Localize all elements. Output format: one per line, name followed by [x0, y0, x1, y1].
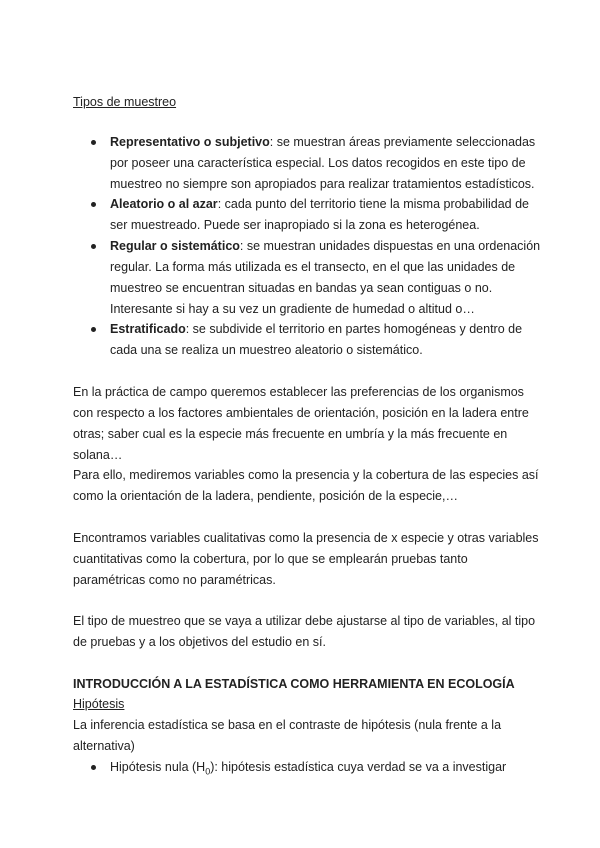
paragraph-line: con respecto a los factores ambientales de orientación, posición en la ladera entre — [73, 406, 529, 420]
list-item-text: ser muestreado. Puede ser inapropiado si la zona es heterogénea. — [110, 218, 480, 232]
term-regular: Regular o sistemático — [110, 239, 240, 253]
null-hypothesis-subscript: 0 — [205, 766, 211, 777]
list-item-text: : se muestran unidades dispuestas en una ordenación — [239, 239, 541, 253]
paragraph-line: paramétricas como no paramétricas. — [73, 573, 276, 587]
bullet-icon — [91, 765, 96, 770]
list-item-text: cada una se realiza un muestreo aleatorio o sistemático. — [110, 343, 423, 357]
list-item-text: muestreo se encuentran situadas en bandas ya sean contiguas o no. — [110, 281, 493, 295]
paragraph-line: La inferencia estadística se basa en el contraste de hipótesis (nula frente a la — [73, 718, 502, 732]
paragraph-line: como la orientación de la ladera, pendiente, posición de la especie,… — [73, 489, 458, 503]
list-item-text: Interesante si hay a su vez un gradiente de humedad o altitud o… — [110, 302, 475, 316]
paragraph-line: de pruebas y a los objetivos del estudio en sí. — [73, 635, 326, 649]
paragraph-line: cuantitativas como la cobertura, por lo que se emplearán pruebas tanto — [73, 552, 468, 566]
null-hypothesis-text: ): hipótesis estadística cuya verdad se va a investigar — [210, 760, 507, 774]
paragraph-line: otras; saber cual es la especie más frecuente en umbría y la más frecuente en — [73, 427, 508, 441]
list-item-aleatorio — [110, 196, 529, 212]
intro-heading: INTRODUCCIÓN A LA ESTADÍSTICA COMO HERRAMIENTA EN ECOLOGÍA — [73, 677, 515, 691]
term-representativo: Representativo o subjetivo — [110, 135, 270, 149]
list-item-text: por poseer una característica especial. Los datos recogidos en este tipo de — [110, 156, 526, 170]
null-hypothesis-item — [110, 759, 506, 780]
paragraph-line: solana… — [73, 448, 123, 462]
list-item-estratificado — [110, 321, 522, 337]
list-item-text: muestreo no siempre son apropiados para realizar tratamientos estadísticos. — [110, 177, 535, 191]
list-item-text: : se subdivide el territorio en partes homogéneas y dentro de — [185, 322, 523, 336]
paragraph-line: El tipo de muestreo que se vaya a utilizar debe ajustarse al tipo de variables, al tipo — [73, 614, 536, 628]
null-hypothesis-text: Hipótesis nula (H — [110, 760, 206, 774]
term-estratificado: Estratificado — [110, 322, 186, 336]
list-item-text: : se muestran áreas previamente seleccionadas — [269, 135, 536, 149]
section-title: Tipos de muestreo — [73, 95, 177, 109]
paragraph-line: Para ello, mediremos variables como la presencia y la cobertura de las especies así — [73, 468, 539, 482]
bullet-icon — [91, 202, 96, 207]
list-item-text: : cada punto del territorio tiene la misma probabilidad de — [217, 197, 529, 211]
bullet-icon — [91, 140, 96, 145]
bullet-icon — [91, 244, 96, 249]
paragraph-line: En la práctica de campo queremos establecer las preferencias de los organismos — [73, 385, 524, 399]
list-item-text: regular. La forma más utilizada es el transecto, en el que las unidades de — [110, 260, 516, 274]
term-aleatorio: Aleatorio o al azar — [110, 197, 218, 211]
hypothesis-title: Hipótesis — [73, 697, 125, 711]
list-item-regular — [110, 238, 540, 254]
list-item-representativo — [110, 134, 535, 150]
bullet-icon — [91, 327, 96, 332]
paragraph-line: alternativa) — [73, 739, 135, 753]
paragraph-line: Encontramos variables cualitativas como la presencia de x especie y otras variables — [73, 531, 539, 545]
